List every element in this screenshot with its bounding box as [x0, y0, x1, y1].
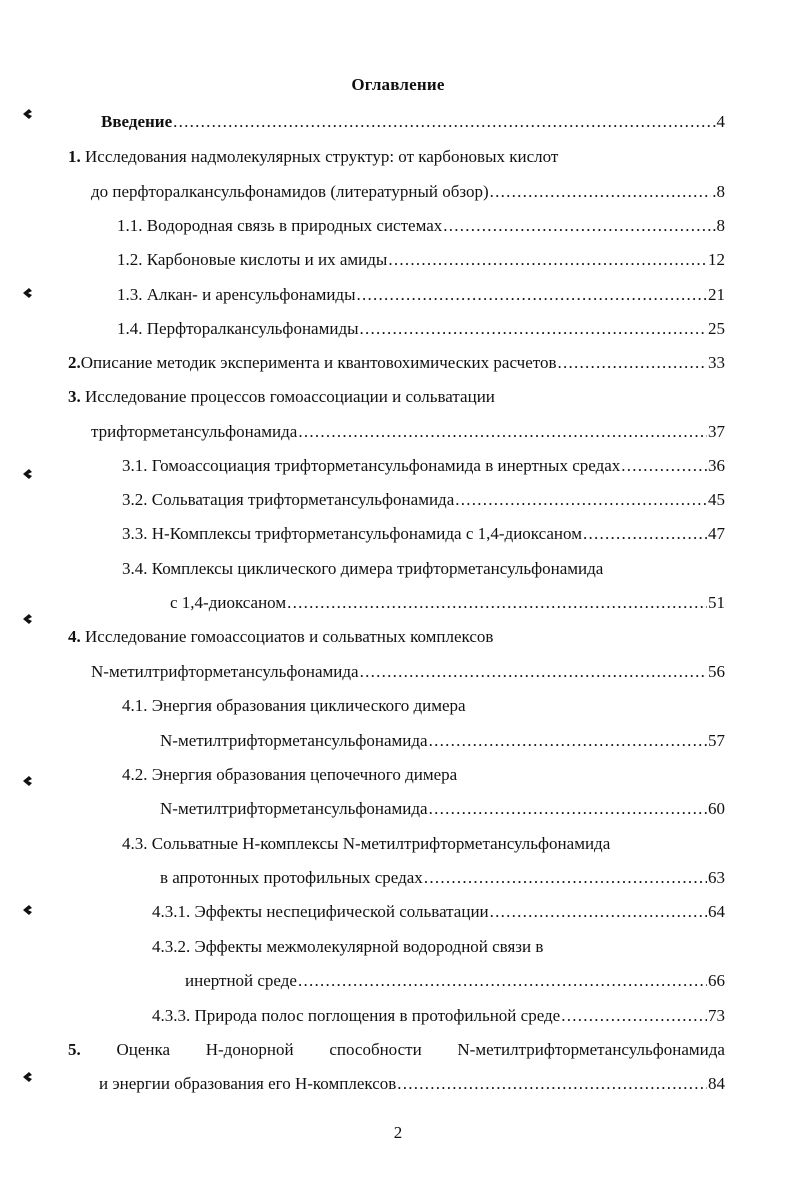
dot-leader [490, 180, 712, 204]
page-number: 2 [393, 1123, 403, 1142]
toc-entry[interactable]: 1. Исследования надмолекулярных структур: от карбоновых кислот [68, 147, 559, 166]
dot-leader [621, 454, 707, 478]
dot-leader [360, 660, 707, 684]
toc-entry[interactable]: Введение . . . .4 [101, 110, 725, 134]
toc-entry[interactable]: 4.3.3. Природа полос поглощения в протофильной среде . . . 73 [152, 1004, 725, 1028]
punch-mark-icon [20, 612, 34, 626]
toc-entry[interactable]: трифторметансульфонамида . . . 37 [91, 420, 725, 444]
toc-entry[interactable]: 3. Исследование процессов гомоассоциации и сольватации [68, 387, 495, 406]
dot-leader [424, 866, 707, 890]
toc-entry[interactable]: 3.2. Сольватация трифторметансульфонамида . . . 45 [122, 488, 725, 512]
dot-leader [173, 110, 711, 134]
toc-entry[interactable]: 3.4. Комплексы циклического димера трифторметансульфонамида [122, 559, 604, 578]
dot-leader [561, 1004, 707, 1028]
dot-leader [287, 591, 707, 615]
dot-leader [443, 214, 711, 238]
toc-entry[interactable]: инертной среде . . . 66 [185, 969, 725, 993]
toc-entry[interactable]: N-метилтрифторметансульфонамида . . . 56 [91, 660, 725, 684]
dot-leader [357, 283, 708, 307]
punch-mark-icon [20, 903, 34, 917]
toc-entry[interactable]: 4.3. Сольватные Н-комплексы N-метилтрифторметансульфонамида [122, 834, 611, 853]
dot-leader [397, 1072, 707, 1096]
punch-mark-icon [20, 467, 34, 481]
toc-entry[interactable]: в апротонных протофильных средах . . . 63 [160, 866, 725, 890]
toc-entry[interactable]: 5. Оценка Н-донорной способности N-метилтрифторметансульфонамида [68, 1040, 725, 1059]
toc-entry[interactable]: N-метилтрифторметансульфонамида . . . 57 [160, 729, 725, 753]
dot-leader [490, 900, 707, 924]
dot-leader [429, 729, 707, 753]
dot-leader [429, 797, 707, 821]
dot-leader [298, 420, 707, 444]
toc-entry[interactable]: N-метилтрифторметансульфонамида . . . 60 [160, 797, 725, 821]
toc-entry[interactable]: 3.1. Гомоассоциация трифторметансульфонамида в инертных средах . . . 36 [122, 454, 725, 478]
dot-leader [455, 488, 707, 512]
toc-entry[interactable]: с 1,4-диоксаном . . . 51 [170, 591, 725, 615]
toc-entry[interactable]: 4.3.2. Эффекты межмолекулярной водородной связи в [152, 937, 544, 956]
dot-leader [388, 248, 707, 272]
dot-leader [298, 969, 707, 993]
punch-mark-icon [20, 774, 34, 788]
toc-entry[interactable]: 1.2. Карбоновые кислоты и их амиды . . . 12 [117, 248, 725, 272]
toc-entry[interactable]: 1.1. Водородная связь в природных системах . . . .8 [117, 214, 725, 238]
toc-entry[interactable]: 4.2. Энергия образования цепочечного димера [122, 765, 458, 784]
toc-entry[interactable]: 1.4. Перфторалкансульфонамиды . . . 25 [117, 317, 725, 341]
toc-entry[interactable]: 4. Исследование гомоассоциатов и сольватных комплексов [68, 627, 494, 646]
dot-leader [557, 351, 707, 375]
toc-title: Оглавление [351, 75, 445, 94]
toc-entry[interactable]: 2. Описание методик эксперимента и квантовохимических расчетов . . . 33 [68, 351, 725, 375]
toc-entry[interactable]: 1.3. Алкан- и аренсульфонамиды . . . 21 [117, 283, 725, 307]
dot-leader [583, 522, 707, 546]
punch-mark-icon [20, 107, 34, 121]
toc-entry[interactable]: 4.1. Энергия образования циклического димера [122, 696, 466, 715]
dot-leader [360, 317, 707, 341]
toc-entry[interactable]: и энергии образования его Н-комплексов . . . 84 [99, 1072, 725, 1096]
toc-entry[interactable]: до перфторалкансульфонамидов (литературный обзор) . . . .8 [91, 180, 725, 204]
punch-mark-icon [20, 286, 34, 300]
punch-mark-icon [20, 1070, 34, 1084]
toc-entry[interactable]: 4.3.1. Эффекты неспецифической сольватации . . . 64 [152, 900, 725, 924]
toc-entry[interactable]: 3.3. Н-Комплексы трифторметансульфонамида с 1,4-диоксаном . . . 47 [122, 522, 725, 546]
